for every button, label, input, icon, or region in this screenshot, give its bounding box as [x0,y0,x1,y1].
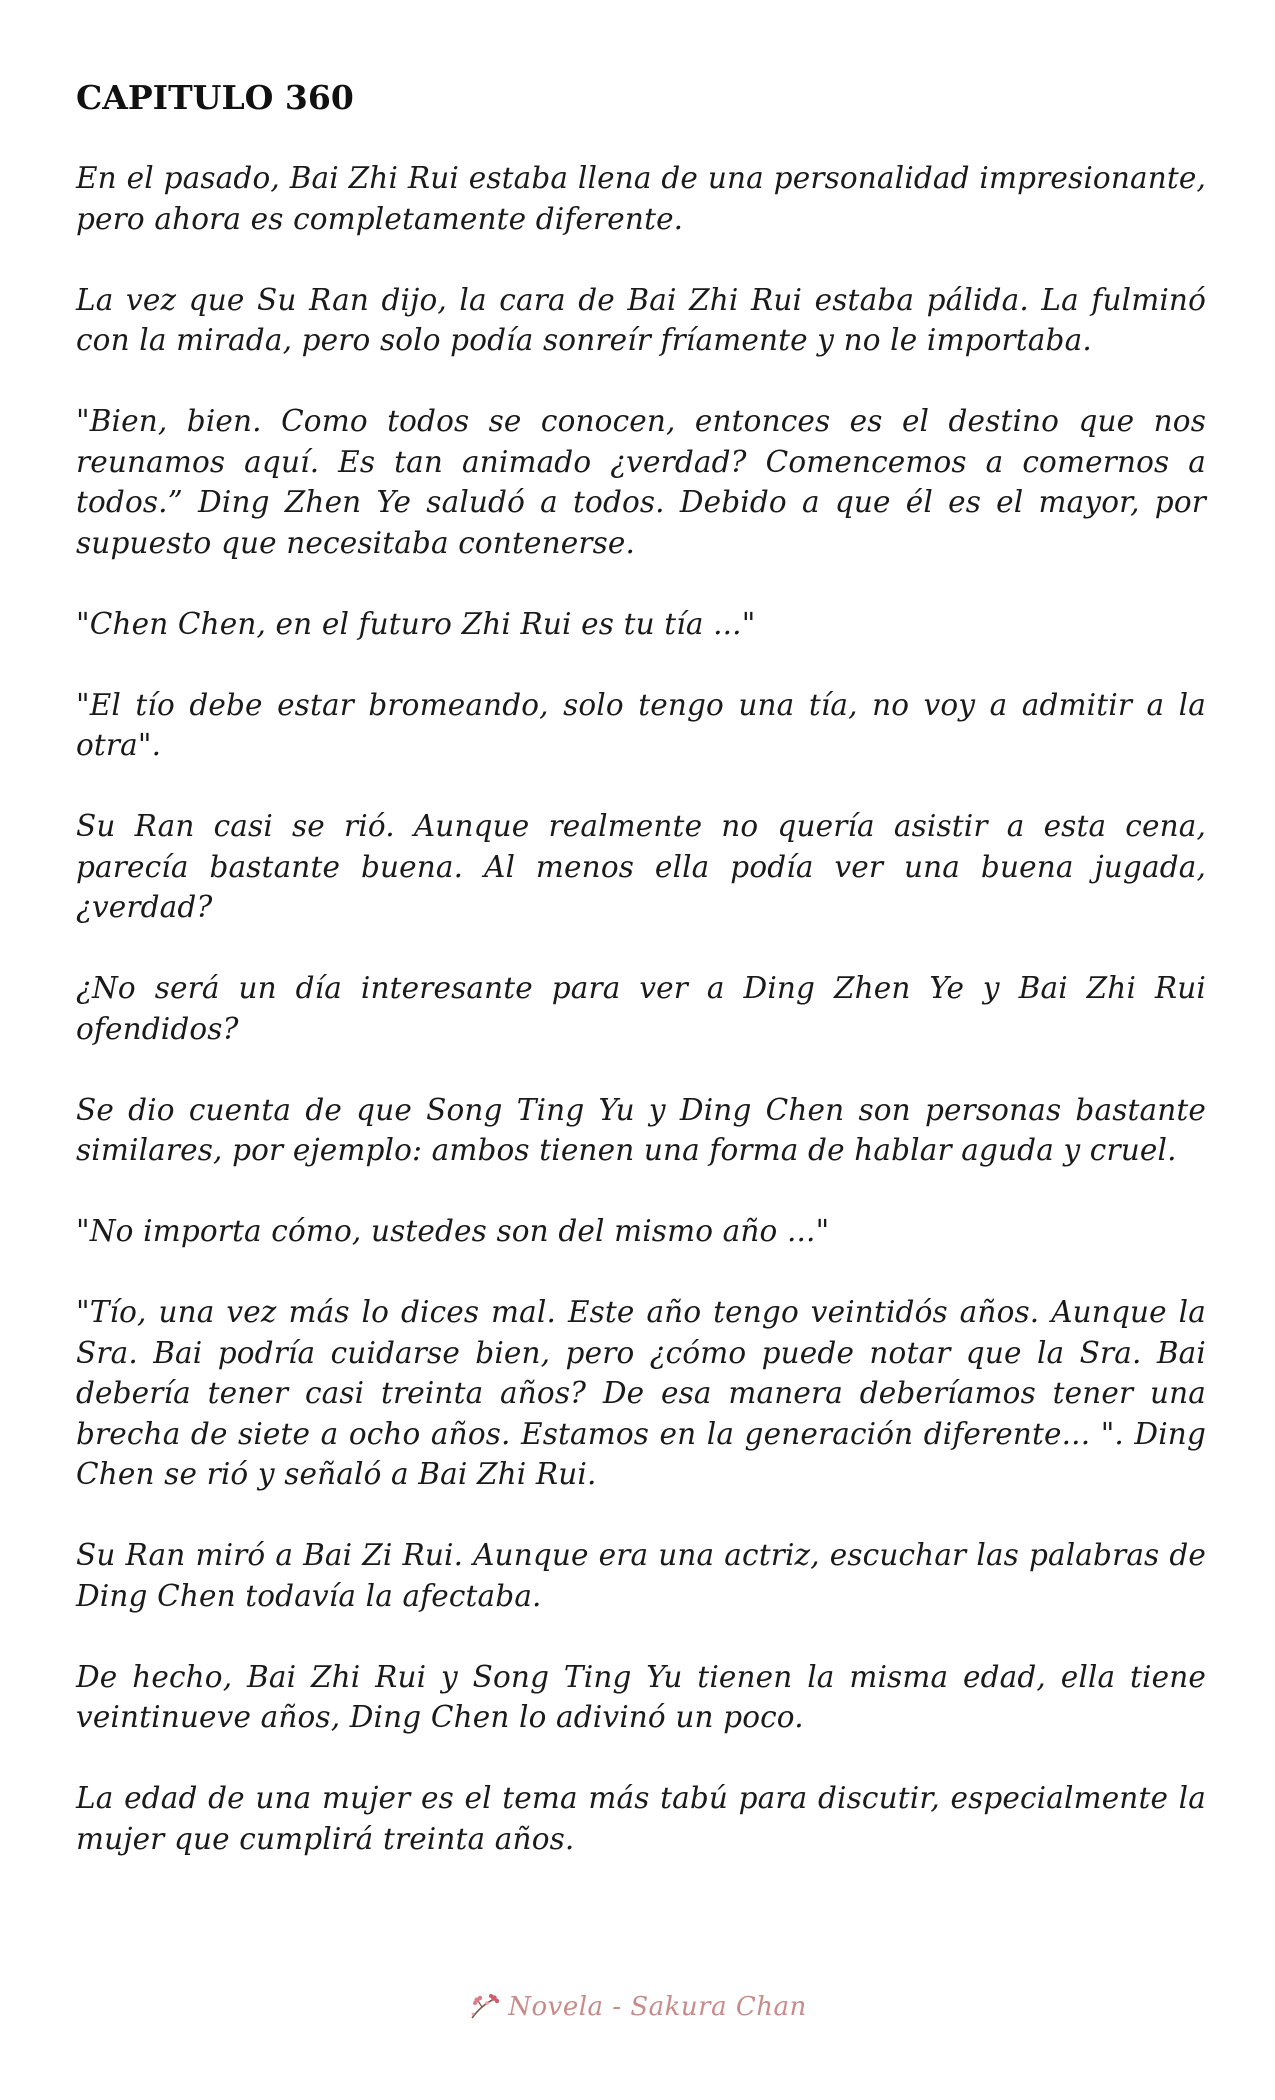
paragraph-5: "El tío debe estar bromeando, solo tengo una tía, no voy a admitir a la otra". [76,687,1206,762]
chapter-title: CAPITULO 360 [76,78,354,117]
paragraph-8: Se dio cuenta de que Song Ting Yu y Ding Chen son personas bastante similares, por ejemplo: ambos tienen una forma de hablar aguda y cruel. [76,1092,1206,1167]
paragraph-4: "Chen Chen, en el futuro Zhi Rui es tu tía ..." [76,606,756,641]
paragraph-9: "No importa cómo, ustedes son del mismo año ..." [76,1214,830,1248]
paragraph-10: "Tío, una vez más lo dices mal. Este año tengo veintidós años. Aunque la Sra. Bai podría cuidarse bien, pero ¿cómo puede notar que la Sra. Bai debería tener casi treinta años? De esa manera deberíamos tener una brecha de siete a ocho años. Estamos en la generación diferente... ". Ding Chen se rió y señaló a Bai Zhi Rui. [76,1295,1206,1491]
paragraph-12: De hecho, Bai Zhi Rui y Song Ting Yu tienen la misma edad, ella tiene veintinueve años, Ding Chen lo adivinó un poco. [76,1659,1206,1734]
paragraph-7: ¿No será un día interesante para ver a Ding Zhen Ye y Bai Zhi Rui ofendidos? [76,971,1206,1046]
document-page [76,76,1206,1900]
sakura-blossom-icon [468,1992,502,2022]
paragraph-2: La vez que Su Ran dijo, la cara de Bai Zhi Rui estaba pálida. La fulminó con la mirada, pero solo podía sonreír fríamente y no le importaba. [76,282,1206,357]
paragraph-6: Su Ran casi se rió. Aunque realmente no quería asistir a esta cena, parecía bastante buena. Al menos ella podía ver una buena jugada, ¿verdad? [76,809,1206,924]
paragraph-13: La edad de una mujer es el tema más tabú para discutir, especialmente la mujer que cumplirá treinta años. [76,1781,1206,1856]
footer-text: Novela - Sakura Chan [508,1992,807,2022]
paragraph-11: Su Ran miró a Bai Zi Rui. Aunque era una actriz, escuchar las palabras de Ding Chen todavía la afectaba. [76,1538,1206,1613]
paragraph-1: En el pasado, Bai Zhi Rui estaba llena de una personalidad impresionante, pero ahora es completamente diferente. [76,161,1206,236]
paragraph-3: "Bien, bien. Como todos se conocen, entonces es el destino que nos reunamos aquí. Es tan animado ¿verdad? Comencemos a comernos a todos.” Ding Zhen Ye saludó a todos. Debido a que él es el mayor, por supuesto que necesitaba contenerse. [76,404,1206,560]
footer-watermark [0,1992,1275,2022]
